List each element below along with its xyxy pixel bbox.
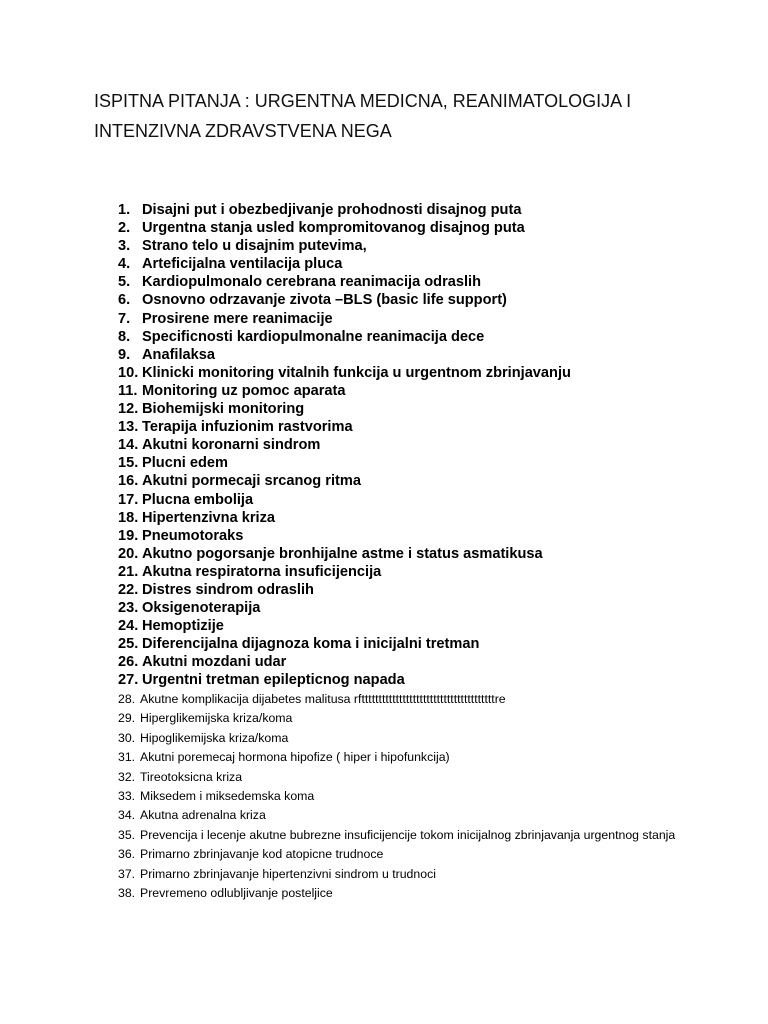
list-item (118, 709, 678, 728)
item-text: Klinicki monitoring vitalnih funkcija u urgentnom zbrinjavanju (142, 364, 571, 381)
item-number: 20. (118, 545, 139, 562)
item-text: Disajni put i obezbedjivanje prohodnosti disajnog puta (142, 202, 522, 218)
item-number: 22. (118, 581, 139, 598)
item-number: 15. (118, 455, 139, 472)
item-number: 34. (118, 808, 136, 823)
item-text: Specificnosti kardiopulmonalne reanimacija dece (142, 328, 485, 345)
list-item (118, 826, 678, 845)
list-item (118, 291, 718, 309)
regular-question-list (118, 690, 678, 903)
item-number: 33. (118, 789, 136, 804)
item-number: 17. (118, 491, 139, 508)
item-number: 29. (118, 711, 136, 726)
list-item (118, 364, 718, 382)
list-item (118, 729, 678, 748)
list-item (118, 845, 678, 864)
list-item (118, 865, 678, 884)
item-number: 10. (118, 364, 139, 381)
list-item (118, 563, 718, 581)
list-item (118, 436, 718, 454)
item-number: 16. (118, 473, 139, 490)
list-item (118, 545, 718, 563)
item-number: 7. (118, 310, 131, 327)
item-text: Diferencijalna dijagnoza koma i inicijalni tretman (142, 636, 480, 653)
list-item (118, 690, 678, 709)
list-item (118, 255, 718, 273)
list-item (118, 768, 678, 787)
list-item (118, 509, 718, 527)
item-text: Tireotoksicna kriza (140, 769, 243, 784)
item-text: Urgentna stanja usled kompromitovanog disajnog puta (142, 220, 525, 237)
list-item (118, 201, 718, 219)
item-text: Monitoring uz pomoc aparata (142, 382, 346, 399)
item-text: Urgentni tretman epilepticnog napada (142, 672, 405, 689)
item-text: Hiperglikemijska kriza/koma (140, 711, 293, 726)
item-text: Biohemijski monitoring (142, 401, 305, 418)
list-item (118, 382, 718, 400)
list-item (118, 599, 718, 617)
item-number: 2. (118, 220, 131, 237)
item-text: Kardiopulmonalo cerebrana reanimacija odraslih (142, 274, 482, 291)
list-item (118, 346, 718, 364)
item-number: 31. (118, 750, 136, 765)
list-item (118, 787, 678, 806)
item-number: 25. (118, 636, 139, 653)
list-item (118, 653, 718, 671)
list-item (118, 328, 718, 346)
list-item (118, 527, 718, 545)
item-number: 1. (118, 202, 131, 218)
item-text: Primarno zbrinjavanje kod atopicne trudnoce (140, 847, 384, 862)
item-number: 6. (118, 292, 131, 309)
item-number: 13. (118, 419, 139, 436)
item-text: Arteficijalna ventilacija pluca (142, 256, 343, 273)
item-text: Hipertenzivna kriza (142, 509, 276, 526)
item-text: Anafilaksa (142, 346, 216, 363)
item-text: Prevremeno odlubljivanje posteljice (140, 886, 333, 901)
item-number: 19. (118, 527, 139, 544)
item-text: Akutni koronarni sindrom (142, 437, 321, 454)
list-item (118, 635, 718, 653)
item-number: 35. (118, 827, 136, 842)
bold-question-list (118, 201, 718, 690)
list-item (118, 454, 718, 472)
item-text: Prevencija i lecenje akutne bubrezne insuficijencije tokom inicijalnog zbrinjavanja urgentnog stanja (140, 827, 676, 842)
item-text: Plucni edem (142, 455, 228, 472)
item-number: 26. (118, 654, 139, 671)
document-title: ISPITNA PITANJA : URGENTNA MEDICNA, REANIMATOLOGIJA I INTENZIVNA ZDRAVSTVENA NEGA (94, 91, 632, 141)
list-item (118, 806, 678, 825)
item-text: Hipoglikemijska kriza/koma (140, 730, 289, 745)
item-text: Akutni poremecaj hormona hipofize ( hiper i hipofunkcija) (140, 750, 450, 765)
item-text: Akutne komplikacija dijabetes malitusa rftttttttttttttttttttttttttttttttttttttttre (140, 692, 506, 706)
item-number: 32. (118, 769, 136, 784)
item-text: Akutna adrenalna kriza (140, 808, 266, 823)
list-item (118, 748, 678, 767)
item-text: Strano telo u disajnim putevima, (142, 238, 367, 255)
item-number: 30. (118, 730, 136, 745)
item-number: 27. (118, 672, 139, 689)
list-item (118, 491, 718, 509)
list-item (118, 273, 718, 291)
item-text: Primarno zbrinjavanje hipertenzivni sindrom u trudnoci (140, 866, 436, 881)
item-text: Oksigenoterapija (142, 600, 261, 617)
item-text: Akutna respiratorna insuficijencija (142, 563, 382, 580)
item-number: 36. (118, 847, 136, 862)
item-number: 4. (118, 256, 131, 273)
list-item (118, 617, 718, 635)
item-text: Hemoptizije (142, 618, 224, 635)
item-text: Akutni pormecaji srcanog ritma (142, 473, 361, 490)
item-number: 28. (118, 692, 136, 706)
list-item (118, 418, 718, 436)
list-item (118, 219, 718, 237)
list-item (118, 472, 718, 490)
item-number: 11. (118, 382, 138, 399)
item-text: Terapija infuzionim rastvorima (142, 419, 353, 436)
item-number: 21. (118, 563, 139, 580)
item-number: 38. (118, 886, 136, 901)
item-number: 3. (118, 238, 131, 255)
item-number: 8. (118, 328, 131, 345)
item-number: 23. (118, 600, 139, 617)
item-number: 12. (118, 401, 139, 418)
list-item (118, 884, 678, 903)
item-text: Distres sindrom odraslih (142, 581, 314, 598)
item-text: Akutno pogorsanje bronhijalne astme i status asmatikusa (142, 545, 543, 562)
list-item (118, 237, 718, 255)
item-number: 24. (118, 618, 139, 635)
item-number: 14. (118, 437, 139, 454)
list-item (118, 581, 718, 599)
item-text: Prosirene mere reanimacije (142, 310, 333, 327)
item-number: 37. (118, 866, 136, 881)
item-text: Osnovno odrzavanje zivota –BLS (basic life support) (142, 292, 507, 309)
item-text: Pneumotoraks (142, 527, 244, 544)
item-number: 5. (118, 274, 131, 291)
item-text: Plucna embolija (142, 491, 254, 508)
item-number: 9. (118, 346, 131, 363)
item-text: Akutni mozdani udar (142, 654, 287, 671)
list-item (118, 671, 718, 689)
item-number: 18. (118, 509, 139, 526)
list-item (118, 400, 718, 418)
item-text: Miksedem i miksedemska koma (140, 789, 315, 804)
list-item (118, 310, 718, 328)
